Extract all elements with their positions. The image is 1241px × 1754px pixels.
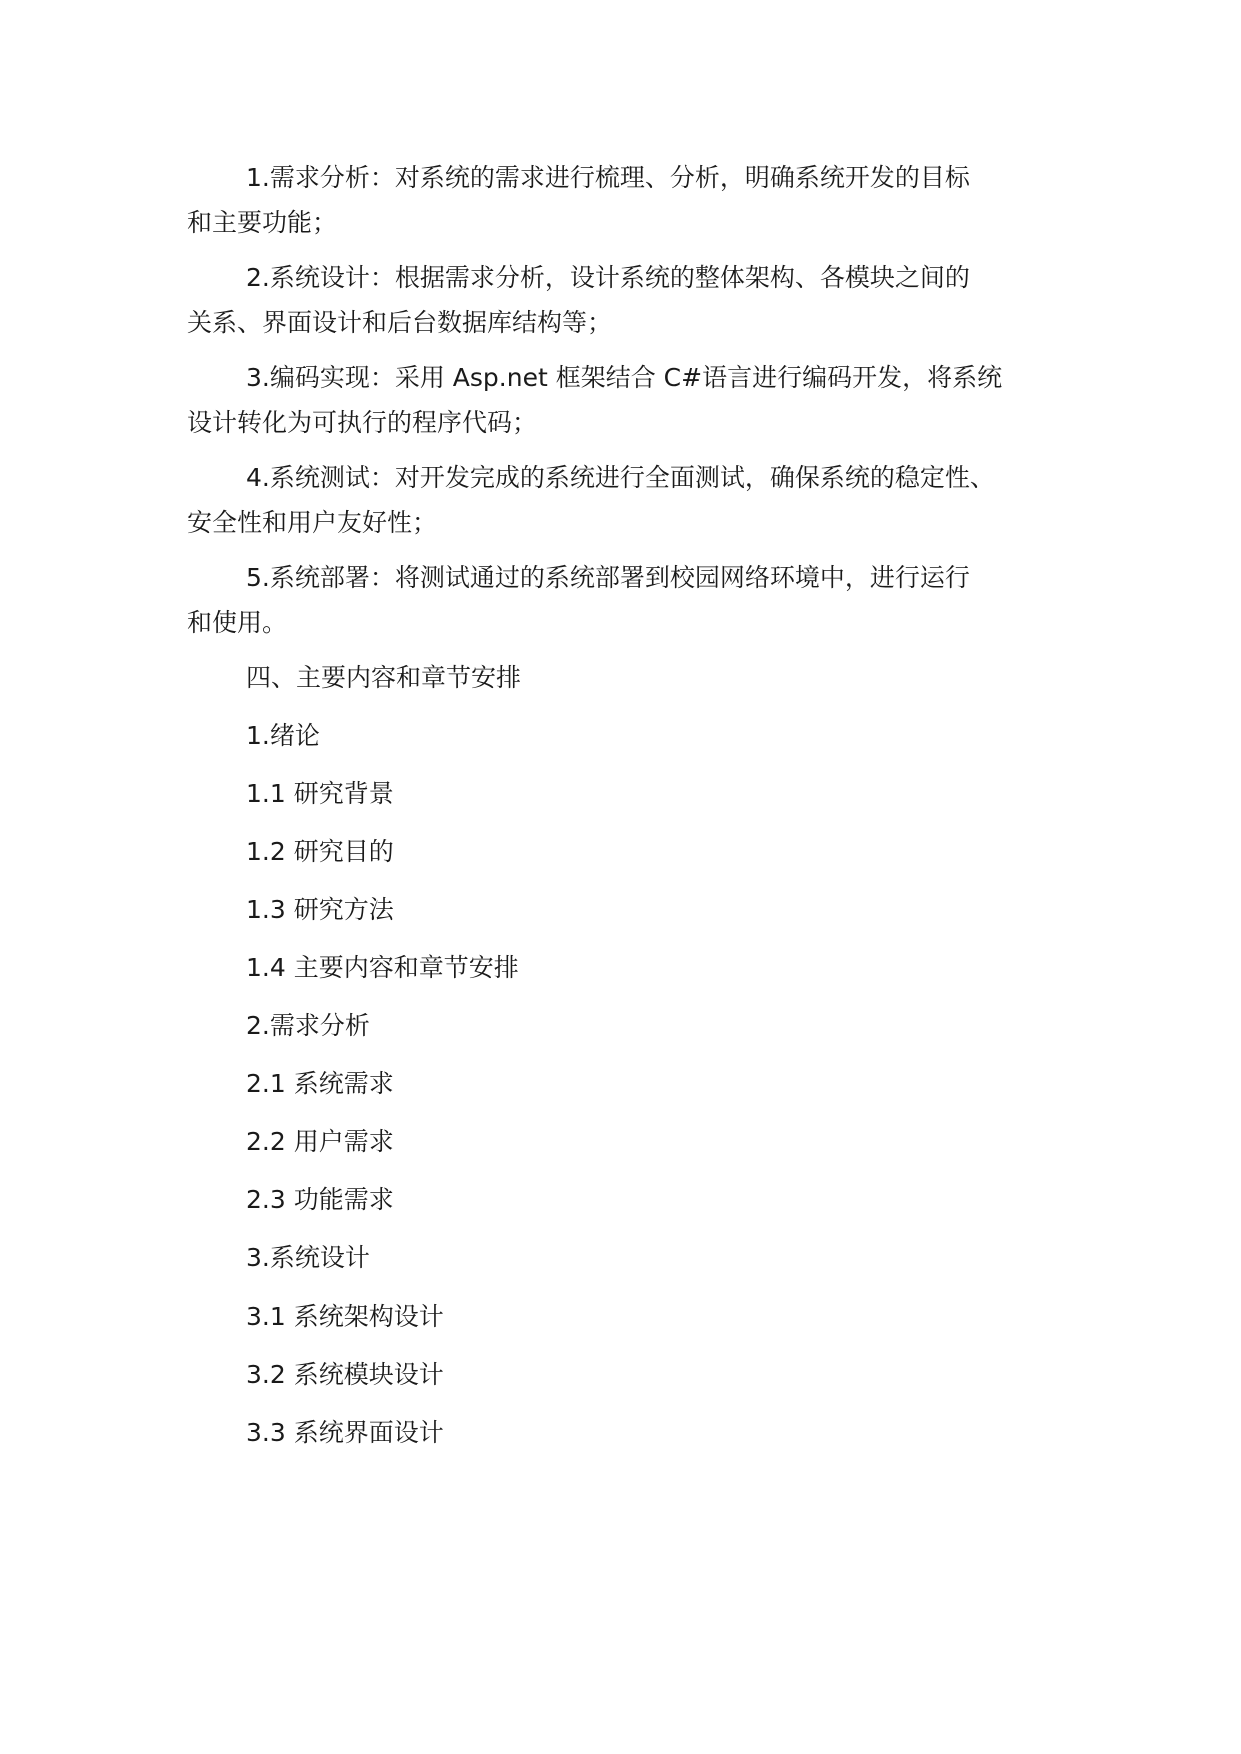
paragraph-line: 2.系统设计：根据需求分析，设计系统的整体架构、各模块之间的 — [246, 263, 970, 292]
paragraph-line: 关系、界面设计和后台数据库结构等； — [187, 308, 613, 337]
paragraph-line: 和主要功能； — [187, 208, 338, 237]
paragraph-system-design — [187, 255, 1067, 345]
paragraph-requirements-analysis — [187, 155, 1067, 245]
paragraph-line: 设计转化为可执行的程序代码； — [187, 408, 538, 437]
paragraph-deployment — [187, 555, 1067, 645]
paragraph-line: 和使用。 — [187, 608, 288, 637]
paragraph-line: 3.编码实现：采用 Asp.net 框架结合 C#语言进行编码开发，将系统 — [246, 363, 1003, 392]
outline-item: 1.3 研究方法 — [246, 895, 394, 924]
paragraph-coding — [187, 355, 1067, 445]
paragraph-line: 4.系统测试：对开发完成的系统进行全面测试，确保系统的稳定性、 — [246, 463, 995, 492]
outline-item: 3.1 系统架构设计 — [246, 1302, 444, 1331]
paragraph-line: 安全性和用户友好性； — [187, 508, 438, 537]
paragraph-line: 1.需求分析：对系统的需求进行梳理、分析，明确系统开发的目标 — [246, 163, 970, 192]
outline-item: 3.系统设计 — [246, 1243, 370, 1272]
outline-item: 2.1 系统需求 — [246, 1069, 394, 1098]
outline-item: 3.3 系统界面设计 — [246, 1418, 444, 1447]
paragraph-line: 5.系统部署：将测试通过的系统部署到校园网络环境中，进行运行 — [246, 563, 970, 592]
outline-item: 1.绪论 — [246, 721, 320, 750]
paragraph-testing — [187, 455, 1067, 545]
outline-item: 1.1 研究背景 — [246, 779, 394, 808]
section-title: 四、主要内容和章节安排 — [246, 663, 522, 692]
outline-item: 1.4 主要内容和章节安排 — [246, 953, 519, 982]
outline-item: 2.3 功能需求 — [246, 1185, 394, 1214]
outline-item: 3.2 系统模块设计 — [246, 1360, 444, 1389]
outline-item: 1.2 研究目的 — [246, 837, 394, 866]
outline-item: 2.需求分析 — [246, 1011, 370, 1040]
outline-item: 2.2 用户需求 — [246, 1127, 394, 1156]
